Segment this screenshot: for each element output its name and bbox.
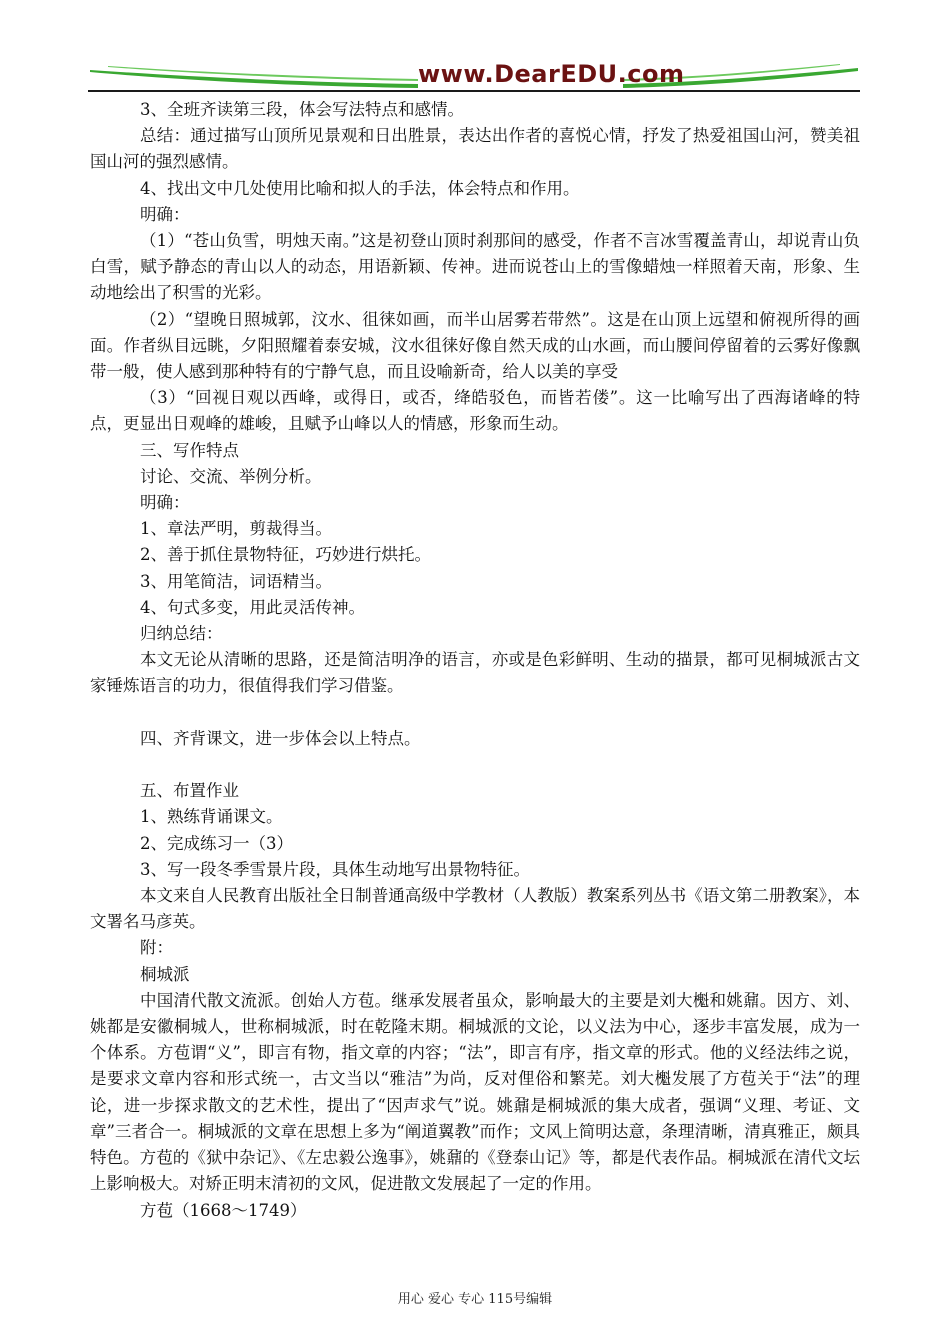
paragraph: 本文来自人民教育出版社全日制普通高级中学教材（人教版）教案系列丛书《语文第二册教案》，本文署名马彦英。 [90,886,860,932]
list-item: 2、完成练习一（3） [140,833,293,853]
paragraph: 讨论、交流、举例分析。 [140,466,322,486]
list-item: 3、用笔简洁，词语精当。 [140,571,332,591]
list-item: 4、句式多变，用此灵活传神。 [140,597,365,617]
paragraph: 桐城派 [140,964,190,984]
paragraph: 附： [140,938,173,958]
page-header [88,52,860,94]
paragraph: （1）“苍山负雪，明烛天南。”这是初登山顶时刹那间的感受，作者不言冰雪覆盖青山，却说青山负白雪，赋予静态的青山以人的动态，用语新颖、传神。进而说苍山上的雪像蜡烛一样照着天南，形象、生动地绘出了积雪的光彩。 [90,231,860,303]
document-body [90,97,860,1224]
paragraph: （3）“回视日观以西峰，或得日，或否，绛皓驳色，而皆若偻”。这一比喻写出了西海诸峰的特点，更显出日观峰的雄峻，且赋予山峰以人的情感，形象而生动。 [90,388,860,434]
paragraph: 本文无论从清晰的思路，还是简洁明净的语言，亦或是色彩鲜明、生动的描景，都可见桐城派古文家锤炼语言的功力，很值得我们学习借鉴。 [90,650,860,696]
list-item: 3、写一段冬季雪景片段，具体生动地写出景物特征。 [140,859,530,879]
blank-line [90,752,860,778]
paragraph: 方苞（1668～1749） [140,1200,307,1220]
paragraph: 总结：通过描写山顶所见景观和日出胜景，表达出作者的喜悦心情，抒发了热爱祖国山河，赞美祖国山河的强烈感情。 [90,126,860,172]
blank-line [90,700,860,726]
paragraph: 4、找出文中几处使用比喻和拟人的手法，体会特点和作用。 [140,178,580,198]
paragraph: （2）“望晚日照城郭，汶水、徂徕如画，而半山居雾若带然”。这是在山顶上远望和俯视所得的画面。作者纵目远眺，夕阳照耀着泰安城，汶水徂徕好像自然天成的山水画，而山腰间停留着的云雾好像飘带一般，使人感到那种特有的宁静气息，而且设喻新奇，给人以美的享受 [90,309,860,382]
paragraph: 3、全班齐读第三段，体会写法特点和感情。 [140,100,464,119]
paragraph: 明确： [140,493,190,513]
list-item: 1、章法严明，剪裁得当。 [140,519,332,539]
list-item: 1、熟练背诵课文。 [140,807,283,827]
header-divider [88,90,860,92]
paragraph: 明确： [140,204,190,224]
section-heading: 四、齐背课文，进一步体会以上特点。 [140,728,421,748]
section-heading: 五、布置作业 [140,781,239,801]
paragraph: 中国清代散文流派。创始人方苞。继承发展者虽众，影响最大的主要是刘大櫆和姚鼐。因方、刘、姚都是安徽桐城人，世称桐城派，时在乾隆末期。桐城派的文论，以义法为中心，逐步丰富发展，成为一个体系。方苞谓“义”，即言有物，指文章的内容；“法”，即言有序，指文章的形式。他的义经法纬之说，是要求文章内容和形式统一，古文当以“雅洁”为尚，反对俚俗和繁芜。刘大櫆发展了方苞关于“法”的理论，进一步探求散文的艺术性，提出了“因声求气”说。姚鼐是桐城派的集大成者，强调“义理、考证、文章”三者合一。桐城派的文章在思想上多为“阐道翼教”而作；文风上简明达意，条理清晰，清真雅正，颇具特色。方苞的《狱中杂记》、《左忠毅公逸事》，姚鼐的《登泰山记》等，都是代表作品。桐城派在清代文坛上影响极大。对矫正明末清初的文风，促进散文发展起了一定的作用。 [90,990,860,1194]
section-heading: 三、写作特点 [140,440,239,460]
paragraph: 归纳总结： [140,624,223,644]
list-item: 2、善于抓住景物特征，巧妙进行烘托。 [140,545,431,565]
page-footer: 用心 爱心 专心 115号编辑 [397,1292,553,1307]
site-logo-text: www.DearEDU.com [418,60,685,88]
